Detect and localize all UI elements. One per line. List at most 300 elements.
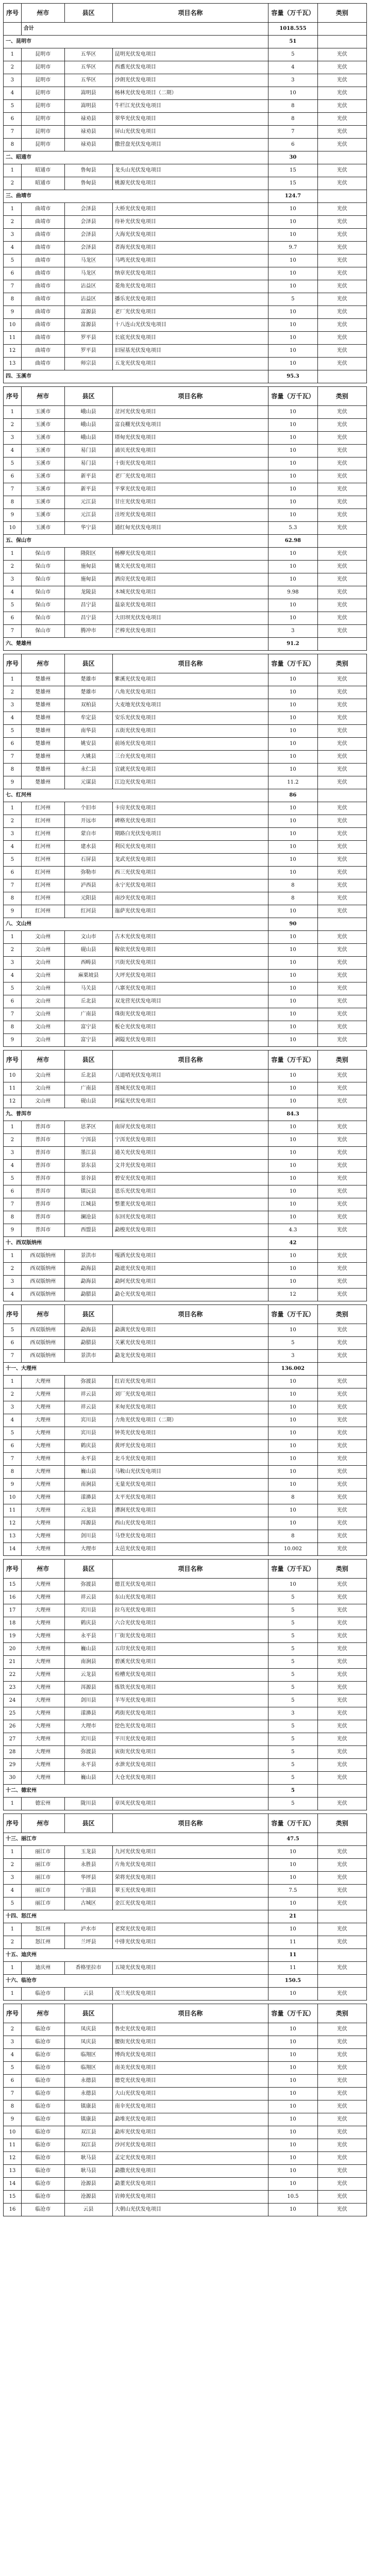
cell-county: 澜沧县 [64,1211,112,1224]
cell-zhou: 昆明市 [21,113,64,126]
table-row [4,1962,367,1975]
cell-type: 光伏 [317,586,366,599]
section-cap: 11 [268,1949,317,1962]
table-row [4,2126,367,2139]
cell-type: 光伏 [317,280,366,293]
cell-type: 光伏 [317,1121,366,1134]
cell-no: 14 [4,2178,22,2191]
cell-county: 宾川县 [64,1414,112,1427]
cell-zhou: 普洱市 [21,1147,64,1160]
cell-no: 2 [4,2023,22,2036]
cell-type: 光伏 [317,1427,366,1440]
section-label: 十五、迪庆州 [4,1949,268,1962]
cell-cap: 10 [268,573,317,586]
table-row [4,1591,367,1604]
cell-county: 南涧县 [64,1656,112,1669]
cell-name: 马鸣光伏发电项目 [112,255,268,267]
cell-cap: 10 [268,1276,317,1289]
cell-cap: 8 [268,879,317,892]
cell-zhou: 普洱市 [21,1160,64,1173]
cell-cap: 5 [268,1337,317,1350]
table-row [4,1250,367,1263]
cell-name: 长底光伏发电项目 [112,332,268,345]
cell-cap: 10 [268,1466,317,1479]
cell-county: 永德县 [64,2075,112,2088]
cell-county: 楚雄市 [64,686,112,699]
cell-blank [317,1363,366,1376]
cell-cap: 10 [268,1173,317,1185]
cell-county: 易门县 [64,445,112,457]
cell-name: 木城光伏发电项目 [112,586,268,599]
cell-county: 镇康县 [64,2113,112,2126]
cell-zhou: 玉溪市 [21,470,64,483]
cell-county: 禄劝县 [64,113,112,126]
cell-name: 龙头山光伏发电项目 [112,164,268,177]
cell-zhou: 昆明市 [21,87,64,100]
cell-blank [317,370,366,383]
cell-name: 五境光伏发电项目 [112,1962,268,1975]
table-row [4,776,367,789]
cell-blank [317,918,366,931]
cell-type: 光伏 [317,1492,366,1504]
cell-cap: 10 [268,2113,317,2126]
document-page [0,3,370,2216]
table-row [4,1008,367,1021]
cell-type: 光伏 [317,1694,366,1707]
table-body [4,23,367,383]
cell-cap: 10 [268,751,317,764]
cell-county: 广南县 [64,1008,112,1021]
cell-name: 甘庄光伏发电项目 [112,496,268,509]
table-row [4,242,367,255]
cell-no: 2 [4,1388,22,1401]
cell-zhou: 大理州 [21,1694,64,1707]
cell-type: 光伏 [317,1034,366,1047]
cell-cap: 10 [268,470,317,483]
cell-name: 古木光伏发电项目 [112,931,268,944]
table-row [4,2062,367,2075]
cell-county: 五华区 [64,74,112,87]
cell-zhou: 大理州 [21,1440,64,1453]
cell-no: 6 [4,867,22,879]
cell-blank [317,638,366,651]
cell-no: 2 [4,177,22,190]
header-name: 项目名称 [112,1305,268,1324]
table-row [4,2049,367,2062]
table-row [4,561,367,573]
table-row [4,87,367,100]
cell-cap: 10 [268,2139,317,2152]
header-row [4,2004,367,2023]
table-row [4,1872,367,1885]
cell-zhou: 临沧市 [21,2100,64,2113]
cell-county: 祥云县 [64,1401,112,1414]
section-cap: 30 [268,151,317,164]
section-label: 十一、大理州 [4,1363,268,1376]
cell-cap: 10 [268,432,317,445]
cell-cap: 5 [268,48,317,61]
table-row [4,599,367,612]
section-row [4,918,367,931]
cell-zhou: 红河州 [21,828,64,841]
cell-county: 勐海县 [64,1276,112,1289]
cell-county: 双柏县 [64,699,112,712]
cell-no: 3 [4,1276,22,1289]
cell-type: 光伏 [317,673,366,686]
cell-no: 6 [4,995,22,1008]
cell-county: 云龙县 [64,1669,112,1682]
cell-zhou: 大理州 [21,1427,64,1440]
cell-county: 耿马县 [64,2165,112,2178]
cell-zhou: 玉溪市 [21,522,64,535]
cell-zhou: 西双版纳州 [21,1337,64,1350]
cell-zhou: 临沧市 [21,2165,64,2178]
cell-name: 荣将光伏发电项目 [112,1872,268,1885]
cell-no: 7 [4,483,22,496]
table-row [4,1211,367,1224]
cell-no: 10 [4,1070,22,1082]
cell-no: 1 [4,802,22,815]
cell-type: 光伏 [317,1859,366,1872]
cell-name: 岔河光伏发电项目 [112,406,268,419]
table-row [4,280,367,293]
cell-type: 光伏 [317,738,366,751]
cell-zhou: 红河州 [21,879,64,892]
cell-name: 牛栏江光伏发电项目 [112,100,268,113]
cell-zhou: 大理州 [21,1517,64,1530]
cell-name: 碧安光伏发电项目 [112,1173,268,1185]
cell-type: 光伏 [317,1504,366,1517]
table-row [4,457,367,470]
header-row [4,1050,367,1070]
cell-zhou: 文山州 [21,944,64,957]
cell-zhou: 临沧市 [21,2204,64,2216]
cell-cap: 5 [268,1733,317,1746]
table-row [4,573,367,586]
cell-no: 6 [4,1440,22,1453]
cell-zhou: 普洱市 [21,1173,64,1185]
table-row [4,1350,367,1363]
cell-name: 期路白光伏发电项目 [112,828,268,841]
cell-zhou: 大理州 [21,1504,64,1517]
header-zhou: 州市 [21,4,64,23]
cell-cap: 10 [268,1185,317,1198]
cell-type: 光伏 [317,1453,366,1466]
cell-name: 茂兰光伏发电项目 [112,1988,268,2001]
cell-no: 8 [4,764,22,776]
cell-no: 13 [4,2165,22,2178]
cell-zhou: 文山州 [21,1034,64,1047]
section-row [4,1108,367,1121]
cell-type: 光伏 [317,2100,366,2113]
cell-no: 10 [4,522,22,535]
cell-type: 光伏 [317,522,366,535]
cell-county: 古城区 [64,1897,112,1910]
cell-name: 五街光伏发电项目 [112,725,268,738]
table-row [4,1492,367,1504]
table-row [4,764,367,776]
cell-name: 勐阿光伏发电项目 [112,1276,268,1289]
table-row [4,2139,367,2152]
cell-cap: 10 [268,548,317,561]
cell-zhou: 玉溪市 [21,457,64,470]
cell-county: 鹤庆县 [64,1617,112,1630]
cell-type: 光伏 [317,345,366,358]
section-row [4,36,367,48]
cell-county: 香格里拉市 [64,1962,112,1975]
cell-no: 15 [4,1579,22,1591]
table-block [3,1814,367,2001]
cell-county: 临翔区 [64,2049,112,2062]
section-cap: 5 [268,1785,317,1798]
table-row [4,100,367,113]
cell-name: 西翥光伏发电项目 [112,61,268,74]
cell-cap: 10 [268,1070,317,1082]
header-county: 县区 [64,1305,112,1324]
cell-type: 光伏 [317,905,366,918]
cell-no: 8 [4,892,22,905]
cell-no: 3 [4,74,22,87]
cell-no: 3 [4,1872,22,1885]
cell-cap: 10 [268,612,317,625]
section-row [4,1975,367,1988]
cell-type: 光伏 [317,406,366,419]
cell-name: 大海光伏发电项目 [112,229,268,242]
cell-county: 宾川县 [64,1604,112,1617]
table-row [4,1440,367,1453]
cell-no: 7 [4,126,22,139]
cell-name: 五龙光伏发电项目 [112,358,268,370]
cell-cap: 10 [268,457,317,470]
cell-name: 板仑光伏发电项目 [112,1021,268,1034]
cell-zhou: 玉溪市 [21,432,64,445]
header-no: 序号 [4,387,22,406]
cell-no: 6 [4,267,22,280]
cell-county: 建水县 [64,841,112,854]
cell-type: 光伏 [317,1173,366,1185]
cell-county: 永平县 [64,1630,112,1643]
table-row [4,1070,367,1082]
cell-zhou: 楚雄州 [21,712,64,725]
cell-name: 前场光伏发电项目 [112,738,268,751]
cell-no: 5 [4,725,22,738]
project-table [3,1050,367,1301]
cell-county: 凤庆县 [64,2023,112,2036]
cell-no: 15 [4,2191,22,2204]
cell-name: 德党光伏发电项目 [112,2075,268,2088]
cell-name: 待补光伏发电项目 [112,216,268,229]
cell-county: 剑川县 [64,1694,112,1707]
cell-no: 10 [4,319,22,332]
cell-type: 光伏 [317,1082,366,1095]
cell-county: 峨山县 [64,406,112,419]
header-zhou: 州市 [21,654,64,673]
cell-zhou: 曲靖市 [21,306,64,319]
cell-type: 光伏 [317,126,366,139]
cell-county: 会泽县 [64,242,112,255]
cell-type: 光伏 [317,1337,366,1350]
header-name: 项目名称 [112,1814,268,1833]
cell-name: 厂街光伏发电项目 [112,1630,268,1643]
header-row [4,654,367,673]
cell-name: 拉乌光伏发电项目 [112,1604,268,1617]
cell-type: 光伏 [317,1517,366,1530]
cell-name: 十八连山光伏发电项目 [112,319,268,332]
cell-name: 东山光伏发电项目 [112,1591,268,1604]
cell-county: 景东县 [64,1160,112,1173]
cell-cap: 11.2 [268,776,317,789]
header-county: 县区 [64,1814,112,1833]
header-zhou: 州市 [21,1814,64,1833]
cell-cap: 4.3 [268,1224,317,1237]
header-no: 序号 [4,4,22,23]
cell-cap: 10 [268,1872,317,1885]
cell-cap: 3 [268,74,317,87]
table-row [4,1885,367,1897]
cell-no: 1 [4,1798,22,1810]
cell-name: 平掌光伏发电项目 [112,483,268,496]
cell-zhou: 临沧市 [21,2152,64,2165]
cell-no: 5 [4,457,22,470]
cell-county: 麻栗坡县 [64,970,112,982]
cell-no: 7 [4,751,22,764]
table-row [4,1988,367,2001]
cell-no: 4 [4,1414,22,1427]
cell-no: 1 [4,931,22,944]
cell-type: 光伏 [317,957,366,970]
cell-type: 光伏 [317,1198,366,1211]
table-header [4,387,367,406]
section-label: 八、文山州 [4,918,268,931]
cell-name: 检槽光伏发电项目 [112,1669,268,1682]
cell-type: 光伏 [317,1746,366,1759]
header-no: 序号 [4,1050,22,1070]
header-county: 县区 [64,654,112,673]
cell-no: 27 [4,1733,22,1746]
cell-name: 大田坝光伏发电项目 [112,612,268,625]
cell-no: 5 [4,1324,22,1337]
table-row [4,1185,367,1198]
cell-no: 4 [4,1885,22,1897]
cell-name: 十街光伏发电项目 [112,457,268,470]
cell-county: 开远市 [64,815,112,828]
cell-zhou: 文山州 [21,1008,64,1021]
cell-no: 7 [4,1453,22,1466]
cell-no: 1 [4,548,22,561]
table-row [4,970,367,982]
cell-cap: 10 [268,712,317,725]
table-row [4,699,367,712]
cell-cap: 8 [268,892,317,905]
cell-no: 5 [4,854,22,867]
header-type: 类别 [317,387,366,406]
cell-zhou: 玉溪市 [21,406,64,419]
cell-no: 4 [4,1160,22,1173]
table-row [4,74,367,87]
cell-type: 光伏 [317,1414,366,1427]
table-row [4,1034,367,1047]
cell-county: 大理市 [64,1543,112,1556]
cell-zhou: 临沧市 [21,2191,64,2204]
cell-type: 光伏 [317,1617,366,1630]
cell-cap: 5 [268,1746,317,1759]
cell-no: 11 [4,332,22,345]
cell-cap: 10 [268,1579,317,1591]
cell-type: 光伏 [317,2049,366,2062]
cell-type: 光伏 [317,1250,366,1263]
cell-county: 弥渡县 [64,1579,112,1591]
cell-cap: 10 [268,1134,317,1147]
cell-type: 光伏 [317,1324,366,1337]
cell-no: 1 [4,48,22,61]
cell-cap: 4 [268,61,317,74]
cell-zhou: 大理州 [21,1630,64,1643]
cell-blank [317,1108,366,1121]
cell-name: 沙河光伏发电项目 [112,2139,268,2152]
table-header [4,654,367,673]
cell-zhou: 昆明市 [21,126,64,139]
cell-county: 沾益区 [64,293,112,306]
cell-zhou: 丽江市 [21,1897,64,1910]
cell-no: 12 [4,1517,22,1530]
section-label: 三、曲靖市 [4,190,268,203]
cell-county: 姚安县 [64,738,112,751]
cell-type: 光伏 [317,306,366,319]
cell-county: 沧源县 [64,2191,112,2204]
cell-zhou: 楚雄州 [21,751,64,764]
cell-zhou: 红河州 [21,802,64,815]
cell-cap: 10 [268,1211,317,1224]
cell-name: 阿猛光伏发电项目 [112,1095,268,1108]
cell-name: 力角光伏发电项目（二期） [112,1414,268,1427]
cell-zhou: 楚雄州 [21,686,64,699]
cell-type: 光伏 [317,1440,366,1453]
table-row [4,1694,367,1707]
cell-cap: 15 [268,164,317,177]
cell-no: 8 [4,496,22,509]
cell-zhou: 昆明市 [21,61,64,74]
cell-no: 26 [4,1720,22,1733]
table-row [4,586,367,599]
cell-county: 景洪市 [64,1350,112,1363]
section-row [4,638,367,651]
cell-zhou: 红河州 [21,892,64,905]
cell-zhou: 文山州 [21,957,64,970]
project-table [3,3,367,383]
cell-name: 富良棚光伏发电项目 [112,419,268,432]
cell-cap: 10 [268,1923,317,1936]
cell-county: 永平县 [64,1759,112,1772]
cell-name: 西山光伏发电项目 [112,1517,268,1530]
cell-cap: 10 [268,2062,317,2075]
cell-name: 羊岑光伏发电项目 [112,1694,268,1707]
cell-name: 勐梭光伏发电项目 [112,1224,268,1237]
table-row [4,2152,367,2165]
table-row [4,2075,367,2088]
header-type: 类别 [317,1560,366,1579]
cell-no: 21 [4,1656,22,1669]
total-row [4,23,367,36]
cell-name: 珠街光伏发电项目 [112,1008,268,1021]
table-row [4,957,367,970]
header-name: 项目名称 [112,1560,268,1579]
cell-blank [317,1237,366,1250]
cell-cap: 8 [268,100,317,113]
cell-name: 龙武光伏发电项目 [112,854,268,867]
cell-name: 关累光伏发电项目 [112,1337,268,1350]
cell-type: 光伏 [317,699,366,712]
cell-name: 勐堆光伏发电项目 [112,2113,268,2126]
